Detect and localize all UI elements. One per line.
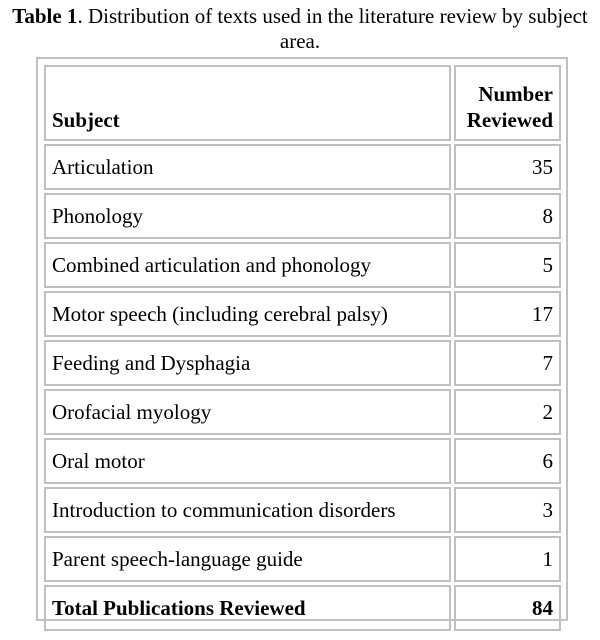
cell-subject: Combined articulation and phonology [44, 242, 451, 288]
cell-count: 35 [454, 144, 561, 190]
table-caption-label: Table 1 [12, 4, 78, 28]
table-row [44, 242, 561, 288]
table-caption [0, 4, 600, 54]
data-table-frame [36, 57, 568, 621]
cell-subject: Orofacial myology [44, 389, 451, 435]
cell-count: 8 [454, 193, 561, 239]
cell-subject: Introduction to communication disorders [44, 487, 451, 533]
cell-subject: Parent speech-language guide [44, 536, 451, 582]
cell-count: 1 [454, 536, 561, 582]
table-row [44, 340, 561, 386]
table-row [44, 193, 561, 239]
cell-count: 17 [454, 291, 561, 337]
cell-count: 6 [454, 438, 561, 484]
table-body [44, 144, 561, 631]
table-row [44, 438, 561, 484]
cell-count: 2 [454, 389, 561, 435]
cell-subject: Articulation [44, 144, 451, 190]
subject-distribution-table [41, 62, 564, 634]
cell-subject: Motor speech (including cerebral palsy) [44, 291, 451, 337]
header-subject: Subject [44, 65, 451, 141]
cell-count: 7 [454, 340, 561, 386]
cell-subject: Phonology [44, 193, 451, 239]
cell-count: 5 [454, 242, 561, 288]
table-row [44, 291, 561, 337]
table-row [44, 389, 561, 435]
cell-count: 3 [454, 487, 561, 533]
table-total-row [44, 585, 561, 631]
table-row [44, 144, 561, 190]
table-caption-text: . Distribution of texts used in the literature review by subject area. [77, 4, 588, 53]
cell-subject: Feeding and Dysphagia [44, 340, 451, 386]
total-count: 84 [454, 585, 561, 631]
table-row [44, 487, 561, 533]
table-header-row [44, 65, 561, 141]
header-number-reviewed: Number Reviewed [454, 65, 561, 141]
cell-subject: Oral motor [44, 438, 451, 484]
table-row [44, 536, 561, 582]
total-label: Total Publications Reviewed [44, 585, 451, 631]
